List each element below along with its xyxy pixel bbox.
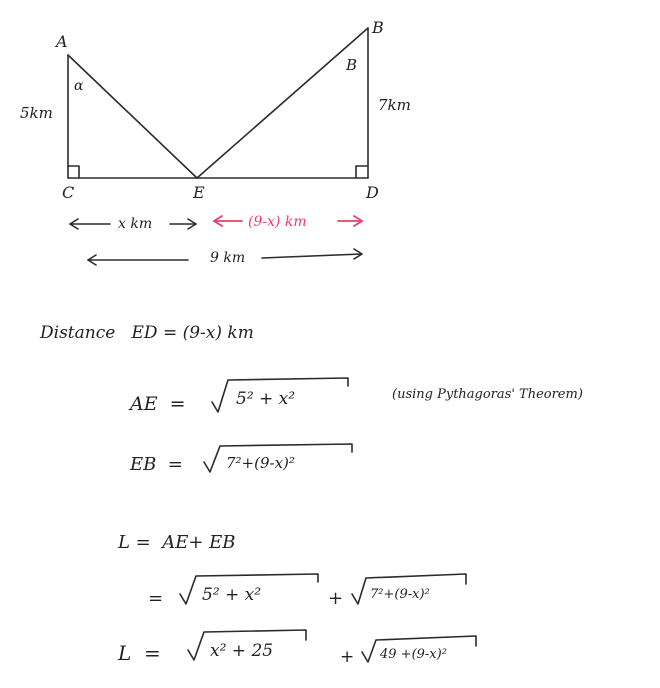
label-a: A [56, 32, 68, 51]
length-ac-label: 5km [20, 104, 53, 122]
distance-ed-line: Distance ED = (9-x) km [40, 323, 254, 343]
label-c: C [62, 183, 75, 202]
dimension-ce-label: x km [118, 216, 153, 232]
ae-note: (using Pythagoras' Theorem) [392, 387, 583, 402]
angle-alpha-label: α [74, 78, 84, 94]
l-eq3-plus: + [340, 647, 355, 667]
dimension-cd-label: 9 km [210, 250, 246, 266]
l-eq2-radicand-1: 5² + x² [202, 585, 262, 605]
segment-ae [68, 55, 197, 178]
l-eq2-sign: = [148, 588, 164, 609]
l-eq3-lhs: L = [118, 641, 161, 665]
eb-radicand: 7²+(9-x)² [226, 454, 295, 472]
l-eq2-radicand-2: 7²+(9-x)² [370, 587, 430, 602]
segment-eb [197, 28, 368, 178]
angle-beta-label: B [346, 56, 358, 74]
dimension-ed-label: (9-x) km [248, 214, 307, 230]
ae-radicand: 5² + x² [236, 389, 296, 409]
l-definition: L = AE+ EB [118, 532, 236, 553]
eb-lhs: EB = [130, 454, 183, 475]
right-angle-c-icon [68, 166, 79, 178]
triangle-diagram [68, 28, 368, 178]
label-d: D [366, 183, 379, 202]
l-eq3-radicand-1: x² + 25 [210, 641, 274, 661]
label-b: B [372, 18, 384, 37]
label-e: E [193, 183, 205, 202]
length-bd-label: 7km [378, 96, 411, 114]
l-eq2-plus: + [328, 588, 344, 609]
right-angle-d-icon [356, 166, 368, 178]
l-eq3-radicand-2: 49 +(9-x)² [380, 647, 447, 662]
ae-lhs: AE = [130, 393, 186, 415]
